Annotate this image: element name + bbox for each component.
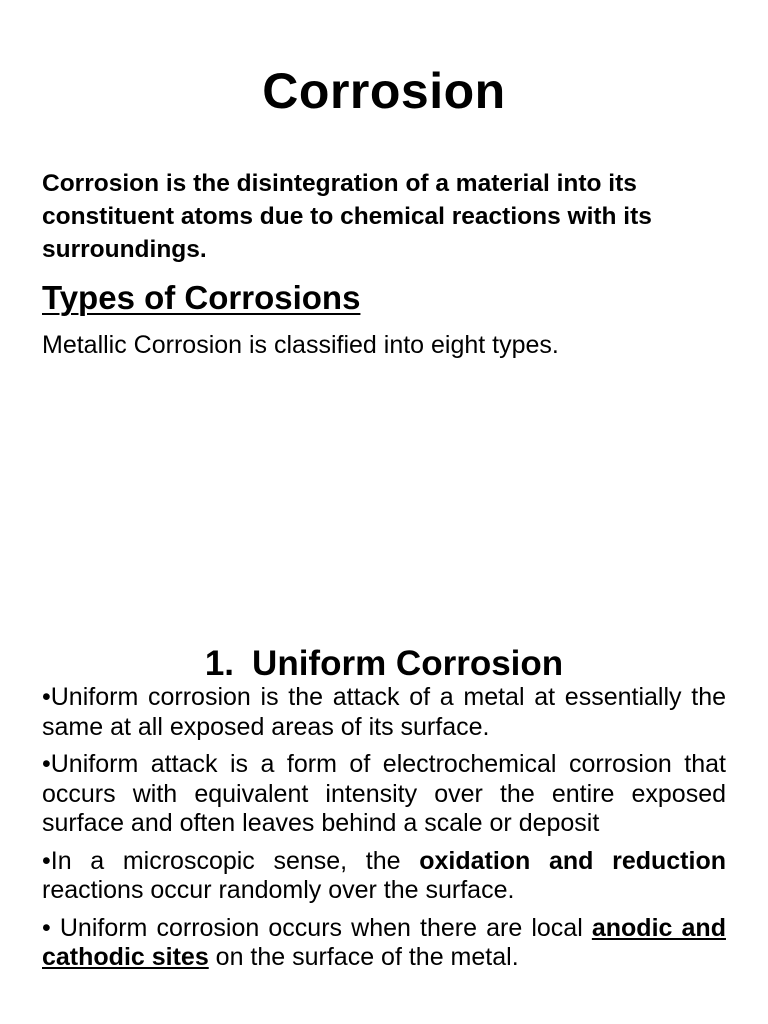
bullet-item [42,683,726,742]
bullet-list [42,683,726,981]
slide-uniform-corrosion [0,512,768,1024]
types-text: Metallic Corrosion is classified into eight types. [42,331,559,359]
bullet-text-after: on the surface of the metal. [208,943,519,971]
bullet-text-after: reactions occur randomly over the surface. [42,876,515,904]
section-heading [0,644,768,684]
bullet-item [42,847,726,906]
bullet-text-bold: anodic and cathodic sites [42,913,726,971]
types-heading: Types of Corrosions [42,279,361,316]
bullet-text-before: • Uniform corrosion occurs when there are local [42,913,592,942]
definition-text: Corrosion is the disintegration of a material into its constituent atoms due to chemical reactions with its surroundings. [42,170,652,263]
bullet-text: •Uniform corrosion is the attack of a metal at essentially the same at all exposed areas of its surface. [42,683,726,741]
section-title: Uniform Corrosion [252,644,564,683]
bullet-text-bold: oxidation and reduction [419,846,726,875]
bullet-text-before: •In a microscopic sense, the [42,846,420,875]
section-number: 1. [204,644,235,683]
slide-title: Corrosion [262,63,506,119]
bullet-item [42,750,726,839]
bullet-text: •Uniform attack is a form of electrochemical corrosion that occurs with equivalent intensity over the entire exposed surface and often leaves behind a scale or deposit [42,750,726,837]
bullet-item [42,914,726,973]
